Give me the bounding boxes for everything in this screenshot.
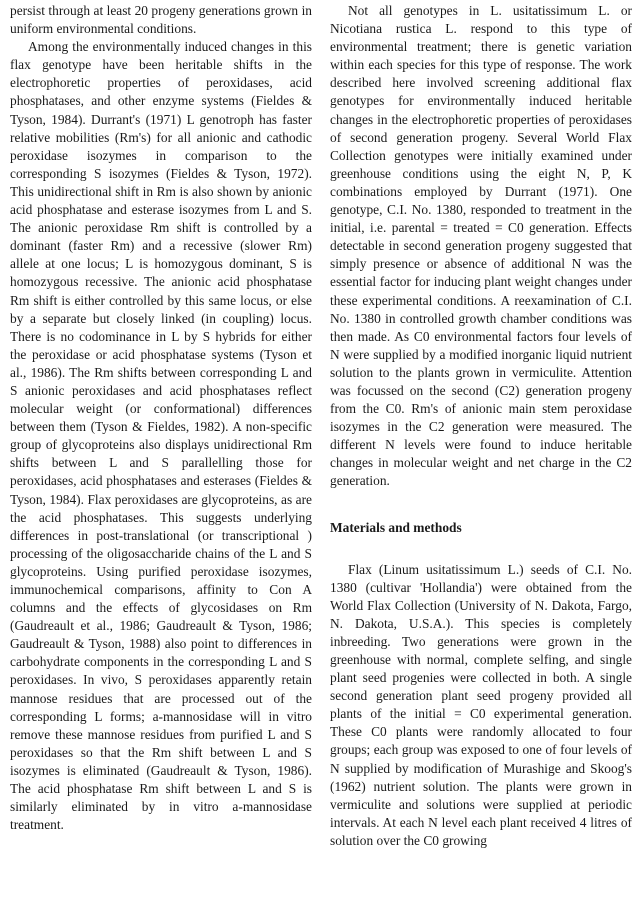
paragraph-continuation: persist through at least 20 progeny generations grown in uniform environmental conditions. (10, 3, 312, 37)
paragraph-genotype-screening: Not all genotypes in L. usitatissimum L. or Nicotiana rustica L. respond to this type of environmental treatment; there is genetic variation within each species for this type of response. The work described here involved screening additional flax genotypes for environmentally induced heritable changes in the electrophoretic properties of peroxidases of second generation progeny. Several World Flax Collection genotypes were initially examined under greenhouse conditions using the eight N, P, K combinations employed by Durrant (1971). One genotype, C.I. No. 1380, responded to treatment in the initial, i.e. parental = treated = C0 generation. Effects detectable in second generation progeny suggested that simply presence or absence of additional N was the essential factor for inducing plant weight changes under these experimental conditions. A reexamination of C.I. No. 1380 in controlled growth chamber conditions was then made. As C0 environmental factors four levels of N were supplied by a modified inorganic liquid nutrient solution to the plants grown in vermiculite. Attention was focussed on the second (C2) generation progeny from the C0. Rm's of anionic main stem peroxidase isozymes in the C2 generation were measured. The different N levels were found to induce heritable changes in molecular weight and net charge in the C2 generation. (330, 3, 632, 489)
section-heading-materials-methods: Materials and methods (330, 519, 462, 535)
left-column (10, 2, 312, 834)
paragraph-environmental-shifts: Among the environmentally induced changes in this flax genotype have been heritable shifts in the electrophoretic properties of peroxidases, acid phosphatases, and other enzyme systems (Fieldes & Tyson, 1984). Durrant's (1971) L genotroph has faster relative mobilities (Rm's) for all anionic and cathodic peroxidase isozymes in comparison to the corresponding S isozymes (Fieldes & Tyson, 1972). This unidirectional shift in Rm is also shown by anionic acid phosphatase and esterase isozymes from L and S. The anionic peroxidase Rm shift is controlled by a dominant (faster Rm) and a recessive (slower Rm) allele at one locus; L is homozygous dominant, S is homozygous recessive. The anionic acid phosphatase Rm shift is either controlled by this same locus, or else by a separate but closely linked (in coupling) locus. There is no codominance in L by S hybrids for either the peroxidase or acid phosphatase systems (Tyson et al., 1986). The Rm shifts between corresponding L and S anionic peroxidases and acid phosphatases reflect molecular weight (or conformational) differences between them (Tyson & Fieldes, 1982). A non-specific group of glycoproteins also displays unidirectional Rm shifts between L and S parallelling those for peroxidases, acid phosphatases and esterases (Fieldes & Tyson, 1984). Flax peroxidases are glycoproteins, as are the acid phosphatases. This suggests underlying differences in post-translational (or transcriptional ) processing of the oligosaccharide chains of the L and S glycoproteins. Using purified peroxidase isozymes, immunochemical comparisons, affinity to Con A columns and the effects of glycosidases on Rm (Gaudreault et al., 1986; Gaudreault & Tyson, 1986; Gaudreault & Tyson, 1988) also point to differences in carbohydrate components in the corresponding L and S peroxidases. In vivo, S peroxidases apparently retain mannose residues that are processed out of the corresponding L forms; a-mannosidase will in vitro remove these mannose residues from purified L and S peroxidases so that the Rm shift between L and S isozymes is eliminated (Gaudreault & Tyson, 1986). The acid phosphatase Rm shift between L and S is similarly eliminated by in vitro a-mannosidase treatment. (10, 39, 312, 833)
paragraph-materials: Flax (Linum usitatissimum L.) seeds of C.I. No. 1380 (cultivar 'Hollandia') were obtained from the World Flax Collection (University of N. Dakota, Fargo, N. Dakota, U.S.A.). This species is completely inbreeding. Two generations were grown in the greenhouse with normal, complete selfing, and single plant seed progenies were collected in both. A single second generation plant seed progeny provided all plants of the initial = C0 experimental generation. These C0 plants were randomly allocated to four groups; each group was exposed to one of four levels of N supplied by modification of Murashige and Skoog's (1962) nutrient solution. The plants were grown in vermiculite and solutions were supplied at periodic intervals. At each N level each plant received 4 litres of solution over the C0 growing (330, 561, 632, 848)
right-column (330, 2, 632, 850)
